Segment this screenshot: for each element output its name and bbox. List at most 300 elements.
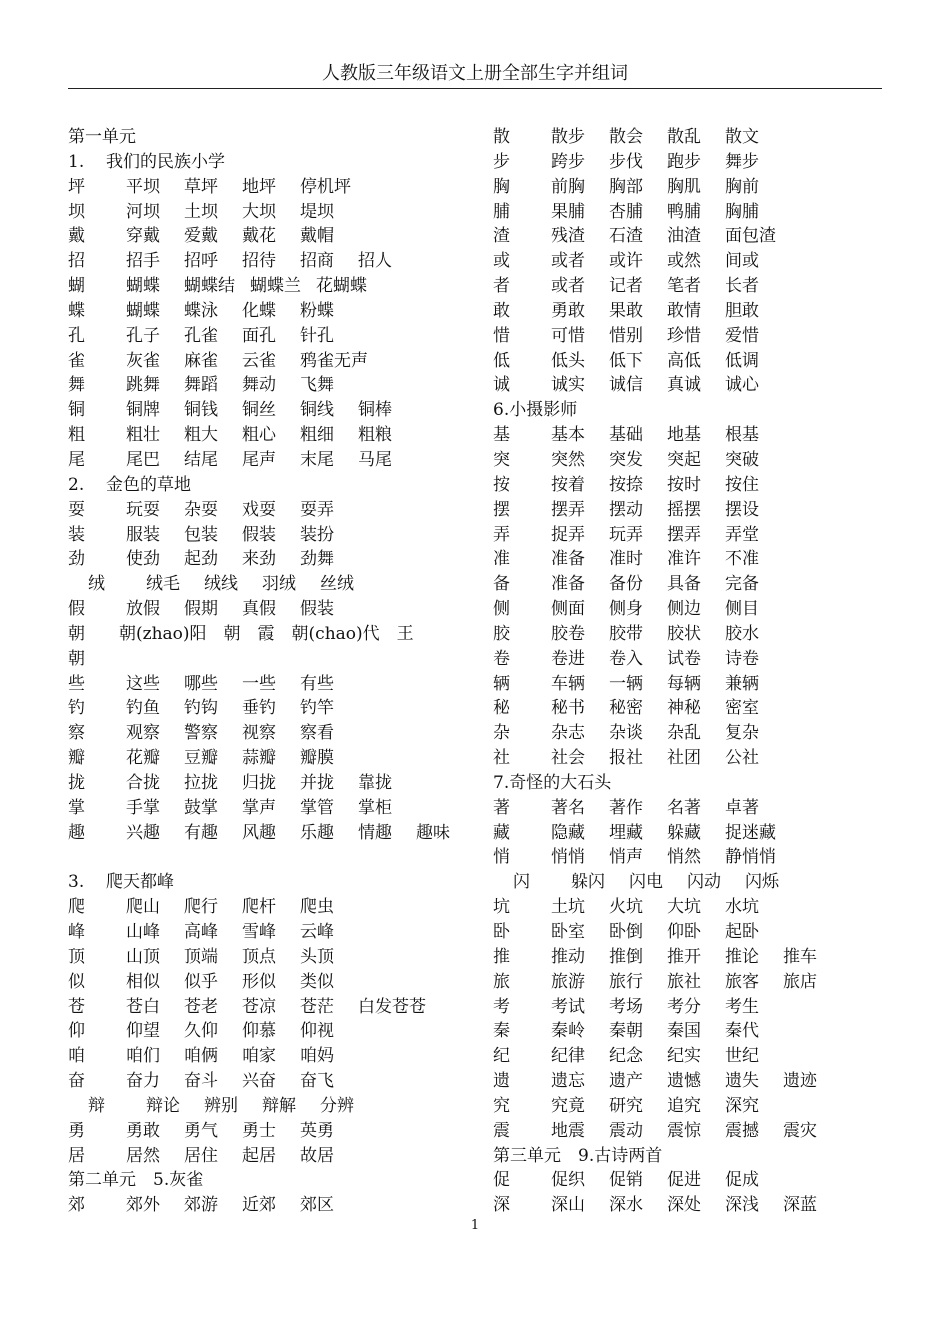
word: 散乱: [667, 127, 701, 147]
word: 追究: [667, 1095, 701, 1116]
text-line: 朝: [68, 648, 85, 669]
character: 纪: [493, 1046, 510, 1067]
word: 推论: [725, 946, 759, 967]
vocab-row: [493, 1168, 883, 1193]
word: 报社: [609, 748, 643, 769]
character: 闪: [513, 872, 530, 893]
word: 突然: [551, 449, 585, 470]
word: 爬行: [184, 897, 218, 918]
vocab-row: [493, 1119, 883, 1144]
word: 可惜: [551, 325, 585, 346]
word: 结尾: [184, 449, 218, 470]
word: 玩耍: [126, 499, 160, 520]
word: 不准: [725, 549, 759, 570]
word: 掌声: [242, 797, 276, 818]
word: 闪动: [687, 872, 721, 893]
word: 胶水: [725, 623, 759, 644]
word: 纪念: [609, 1046, 643, 1067]
word: 靠拢: [358, 772, 392, 793]
word: 爬虫: [300, 897, 334, 918]
vocab-row: [493, 1044, 883, 1069]
word: 头顶: [300, 946, 334, 967]
character: 蝴: [68, 276, 85, 297]
lesson-heading: [68, 870, 478, 895]
vocab-row: [493, 150, 883, 175]
word: 杂乱: [667, 723, 701, 744]
character: 掌: [68, 797, 85, 818]
word: 雪峰: [242, 922, 276, 942]
character: 低: [493, 350, 510, 371]
word: 绒毛: [146, 574, 180, 595]
word: 记者: [609, 276, 643, 297]
page-number: 1: [470, 1218, 480, 1233]
word: 卷进: [551, 648, 585, 669]
word: 大坑: [667, 897, 701, 918]
word: 闪烁: [745, 872, 779, 893]
vocab-row: [493, 274, 883, 299]
character: 深: [493, 1195, 510, 1216]
word: 促销: [609, 1170, 643, 1191]
word: 杂谈: [609, 723, 643, 744]
vocab-row: [493, 423, 883, 448]
word: 著作: [609, 797, 643, 818]
word: 河坝: [126, 201, 160, 222]
character: 勇: [68, 1120, 85, 1141]
word: 起劲: [184, 549, 218, 570]
character: 突: [493, 449, 510, 470]
character: 诚: [493, 375, 510, 396]
word: 铜钱: [184, 400, 218, 421]
word: 诗卷: [725, 648, 759, 669]
word: 秦代: [725, 1021, 759, 1042]
character: 察: [68, 723, 85, 744]
word: 旅行: [609, 971, 643, 992]
character: 遗: [493, 1071, 510, 1092]
character: 辆: [493, 673, 510, 694]
character: 侧: [493, 599, 510, 620]
word: 秦岭: [551, 1021, 585, 1042]
vocab-row: [68, 1069, 478, 1094]
word: 胆敢: [725, 300, 759, 321]
word: 公社: [725, 748, 759, 769]
word: 装扮: [300, 524, 334, 545]
vocab-row: [493, 572, 883, 597]
word: 步伐: [609, 151, 643, 172]
word: 有趣: [184, 822, 218, 843]
word: 纪实: [667, 1046, 701, 1067]
word: 云雀: [242, 350, 276, 371]
word: 旅客: [725, 971, 759, 992]
word: 胶卷: [551, 623, 585, 644]
word: 胸肌: [667, 176, 701, 197]
word: 杂志: [551, 723, 585, 744]
vocab-row: [68, 274, 478, 299]
word: 来劲: [242, 549, 276, 570]
word: 戏耍: [242, 499, 276, 520]
word: 居住: [184, 1145, 218, 1166]
word: 高低: [667, 350, 701, 371]
word: 突起: [667, 449, 701, 470]
word: 戴花: [242, 226, 276, 247]
word: 爬山: [126, 897, 160, 918]
vocab-row: [493, 622, 883, 647]
word: 地基: [667, 425, 701, 446]
word: 摇摆: [667, 499, 701, 520]
vocab-row: [493, 373, 883, 398]
word: 卷入: [609, 648, 643, 669]
word: 奋飞: [300, 1071, 334, 1092]
word: 蒜瓣: [242, 748, 276, 769]
word: 咱妈: [300, 1046, 334, 1067]
word: 旅社: [667, 971, 701, 992]
character: 敢: [493, 300, 510, 321]
character: 卧: [493, 922, 510, 942]
word: 铜线: [300, 400, 334, 421]
blank-line: [68, 845, 478, 870]
character: 悄: [493, 847, 510, 868]
word: 火坑: [609, 897, 643, 918]
character: 坑: [493, 897, 510, 918]
word: 趣味: [416, 822, 450, 843]
vocab-row: [68, 721, 478, 746]
word: 有些: [300, 673, 334, 694]
character: 奋: [68, 1071, 85, 1092]
word: 地坪: [242, 176, 276, 197]
word: 使劲: [126, 549, 160, 570]
word: 著名: [551, 797, 585, 818]
vocab-row: [493, 821, 883, 846]
character: 坝: [68, 201, 85, 222]
word: 笔者: [667, 276, 701, 297]
vocab-row: [493, 299, 883, 324]
word: 推车: [783, 946, 817, 967]
vocab-row: [493, 721, 883, 746]
lesson-heading: [68, 150, 478, 175]
word: 舞步: [725, 151, 759, 172]
word: 仰视: [300, 1021, 334, 1042]
word: 基本: [551, 425, 585, 446]
word: 地震: [551, 1120, 585, 1141]
word: 卧倒: [609, 922, 643, 942]
word: 苍老: [184, 996, 218, 1017]
word: 马尾: [358, 449, 392, 470]
word: 散文: [725, 127, 759, 147]
word: 跑步: [667, 151, 701, 172]
word: 掌柜: [358, 797, 392, 818]
word: 考生: [725, 996, 759, 1017]
word: 仰慕: [242, 1021, 276, 1042]
vocab-row: [68, 498, 478, 523]
word: 卧室: [551, 922, 585, 942]
word: 真假: [242, 599, 276, 620]
word: 试卷: [667, 648, 701, 669]
unit-heading: 第一单元: [68, 127, 136, 147]
word: 间或: [725, 251, 759, 272]
word: 勇敢: [126, 1120, 160, 1141]
vocab-row: [68, 1044, 478, 1069]
word: 散步: [551, 127, 585, 147]
word: 山峰: [126, 922, 160, 942]
word: 遗迹: [783, 1071, 817, 1092]
character: 尾: [68, 449, 85, 470]
word: 瓣膜: [300, 748, 334, 769]
word: 杂耍: [184, 499, 218, 520]
word: 劲舞: [300, 549, 334, 570]
word: 准备: [551, 549, 585, 570]
vocab-row: [68, 448, 478, 473]
lesson-number: 1.: [68, 151, 85, 172]
word: 敢情: [667, 300, 701, 321]
word: 震灾: [783, 1120, 817, 1141]
word: 戴帽: [300, 226, 334, 247]
character: 旅: [493, 971, 510, 992]
character: 坪: [68, 176, 85, 197]
word: 钓鱼: [126, 698, 160, 719]
word: 深蓝: [783, 1195, 817, 1216]
word: 爱戴: [184, 226, 218, 247]
word: 石渣: [609, 226, 643, 247]
vocab-row: [493, 995, 883, 1020]
character: 仰: [68, 1021, 85, 1042]
word: 静悄悄: [725, 847, 776, 868]
word: 郊游: [184, 1195, 218, 1216]
word: 粗大: [184, 425, 218, 446]
word: 耍弄: [300, 499, 334, 520]
word: 仰望: [126, 1021, 160, 1042]
word: 久仰: [184, 1021, 218, 1042]
word: 深山: [551, 1195, 585, 1216]
vocab-row: [68, 970, 478, 995]
word: 钓钩: [184, 698, 218, 719]
word: 孔子: [126, 325, 160, 346]
word: 秦朝: [609, 1021, 643, 1042]
word: 咱们: [126, 1046, 160, 1067]
character: 耍: [68, 499, 85, 520]
word: 山顶: [126, 946, 160, 967]
vocab-row: [68, 895, 478, 920]
vocab-row: [68, 423, 478, 448]
word: 备份: [609, 574, 643, 595]
character: 孔: [68, 325, 85, 346]
word: 兴趣: [126, 822, 160, 843]
word: 残渣: [551, 226, 585, 247]
word: 起居: [242, 1145, 276, 1166]
word: 世纪: [725, 1046, 759, 1067]
character: 蝶: [68, 300, 85, 321]
word: 并拢: [300, 772, 334, 793]
word: 哪些: [184, 673, 218, 694]
word: 似乎: [184, 971, 218, 992]
lesson-title: 爬天都峰: [106, 872, 174, 893]
character: 推: [493, 946, 510, 967]
word: 一些: [242, 673, 276, 694]
word: 招待: [242, 251, 276, 272]
vocab-row: [68, 547, 478, 572]
text-line: 朝 朝(zhao)阳 朝 霞 朝(chao)代 王: [68, 623, 414, 644]
word: 弄堂: [725, 524, 759, 545]
word: 钓竿: [300, 698, 334, 719]
word: 按捺: [609, 474, 643, 495]
text-line: 第二单元 5.灰雀: [68, 1170, 204, 1191]
word: 诚实: [551, 375, 585, 396]
word: 针孔: [300, 325, 334, 346]
character: 胸: [493, 176, 510, 197]
vocab-row: [493, 498, 883, 523]
word: 秦国: [667, 1021, 701, 1042]
word: 突发: [609, 449, 643, 470]
word: 苍茫: [300, 996, 334, 1017]
word: 珍惜: [667, 325, 701, 346]
word: 基础: [609, 425, 643, 446]
word: 观察: [126, 723, 160, 744]
character: 假: [68, 599, 85, 620]
word: 考场: [609, 996, 643, 1017]
vocab-row: [68, 995, 478, 1020]
word: 悄然: [667, 847, 701, 868]
character: 爬: [68, 897, 85, 918]
vocab-row: [493, 845, 883, 870]
word: 车辆: [551, 673, 585, 694]
word: 堤坝: [300, 201, 334, 222]
vocab-row: [68, 1119, 478, 1144]
word: 遗忘: [551, 1071, 585, 1092]
vocab-row: [493, 647, 883, 672]
word: 旅游: [551, 971, 585, 992]
word: 深处: [667, 1195, 701, 1216]
word: 铜棒: [358, 400, 392, 421]
word: 震动: [609, 1120, 643, 1141]
vocab-row: [68, 175, 478, 200]
vocab-row: [68, 398, 478, 423]
word: 复杂: [725, 723, 759, 744]
character: 者: [493, 276, 510, 297]
word: 遗产: [609, 1071, 643, 1092]
word: 孔雀: [184, 325, 218, 346]
character: 基: [493, 425, 510, 446]
word: 假装: [300, 599, 334, 620]
word: 形似: [242, 971, 276, 992]
word: 玩弄: [609, 524, 643, 545]
word: 土坑: [551, 897, 585, 918]
word: 秘书: [551, 698, 585, 719]
word: 咱俩: [184, 1046, 218, 1067]
character: 辩: [88, 1095, 105, 1116]
vocab-row: [68, 299, 478, 324]
left-column: [68, 125, 478, 1218]
vocab-row: [493, 473, 883, 498]
word: 鼓掌: [184, 797, 218, 818]
word: 蝴蝶: [126, 300, 160, 321]
word: 根基: [725, 425, 759, 446]
word: 跳舞: [126, 375, 160, 396]
vocab-row: [493, 448, 883, 473]
word: 诚心: [725, 375, 759, 396]
word: 粗粮: [358, 425, 392, 446]
word: 花瓣: [126, 748, 160, 769]
word: 服装: [126, 524, 160, 545]
word: 辨别: [204, 1095, 238, 1116]
vocab-row: [68, 200, 478, 225]
word: 蝴蝶兰: [250, 276, 301, 297]
word: 油渣: [667, 226, 701, 247]
character: 促: [493, 1170, 510, 1191]
word: 舞蹈: [184, 375, 218, 396]
word: 粗细: [300, 425, 334, 446]
word: 蝴蝶结: [184, 276, 235, 297]
word: 白发苍苍: [358, 996, 426, 1017]
character: 瓣: [68, 748, 85, 769]
character: 拢: [68, 772, 85, 793]
character: 惜: [493, 325, 510, 346]
word: 假装: [242, 524, 276, 545]
word: 察看: [300, 723, 334, 744]
word: 深水: [609, 1195, 643, 1216]
lesson-title: 金色的草地: [106, 474, 191, 495]
character: 装: [68, 524, 85, 545]
character: 弄: [493, 524, 510, 545]
vocab-row: [68, 696, 478, 721]
word: 放假: [126, 599, 160, 620]
word: 突破: [725, 449, 759, 470]
word: 跨步: [551, 151, 585, 172]
character: 郊: [68, 1195, 85, 1216]
word: 研究: [609, 1095, 643, 1116]
character: 准: [493, 549, 510, 570]
word: 卓著: [725, 797, 759, 818]
word: 平坝: [126, 176, 160, 197]
word: 水坑: [725, 897, 759, 918]
character: 备: [493, 574, 510, 595]
word: 尾声: [242, 449, 276, 470]
vocab-row: [493, 224, 883, 249]
word: 按住: [725, 474, 759, 495]
word: 咱家: [242, 1046, 276, 1067]
header-divider: [68, 88, 882, 89]
word: 考分: [667, 996, 701, 1017]
word: 辩论: [146, 1095, 180, 1116]
vocab-row: [68, 249, 478, 274]
vocab-row: [493, 523, 883, 548]
word: 招人: [358, 251, 392, 272]
character: 戴: [68, 226, 85, 247]
word: 起卧: [725, 922, 759, 942]
word: 秘密: [609, 698, 643, 719]
word: 绒线: [204, 574, 238, 595]
word: 视察: [242, 723, 276, 744]
word: 仰卧: [667, 922, 701, 942]
word: 蝶泳: [184, 300, 218, 321]
word: 侧目: [725, 599, 759, 620]
word: 旅店: [783, 971, 817, 992]
word: 真诚: [667, 375, 701, 396]
vocab-row: [68, 1019, 478, 1044]
word: 或者: [551, 276, 585, 297]
word: 合拢: [126, 772, 160, 793]
vocab-row: [493, 945, 883, 970]
character: 招: [68, 251, 85, 272]
word: 杏脯: [609, 201, 643, 222]
vocab-row: [68, 373, 478, 398]
character: 杂: [493, 723, 510, 744]
vocab-row: [493, 1094, 883, 1119]
vocab-row: [68, 523, 478, 548]
vocab-row: [68, 1094, 478, 1119]
word: 完备: [725, 574, 759, 595]
word: 爬杆: [242, 897, 276, 918]
word: 隐藏: [551, 822, 585, 843]
word: 闪电: [629, 872, 663, 893]
character: 峰: [68, 922, 85, 942]
